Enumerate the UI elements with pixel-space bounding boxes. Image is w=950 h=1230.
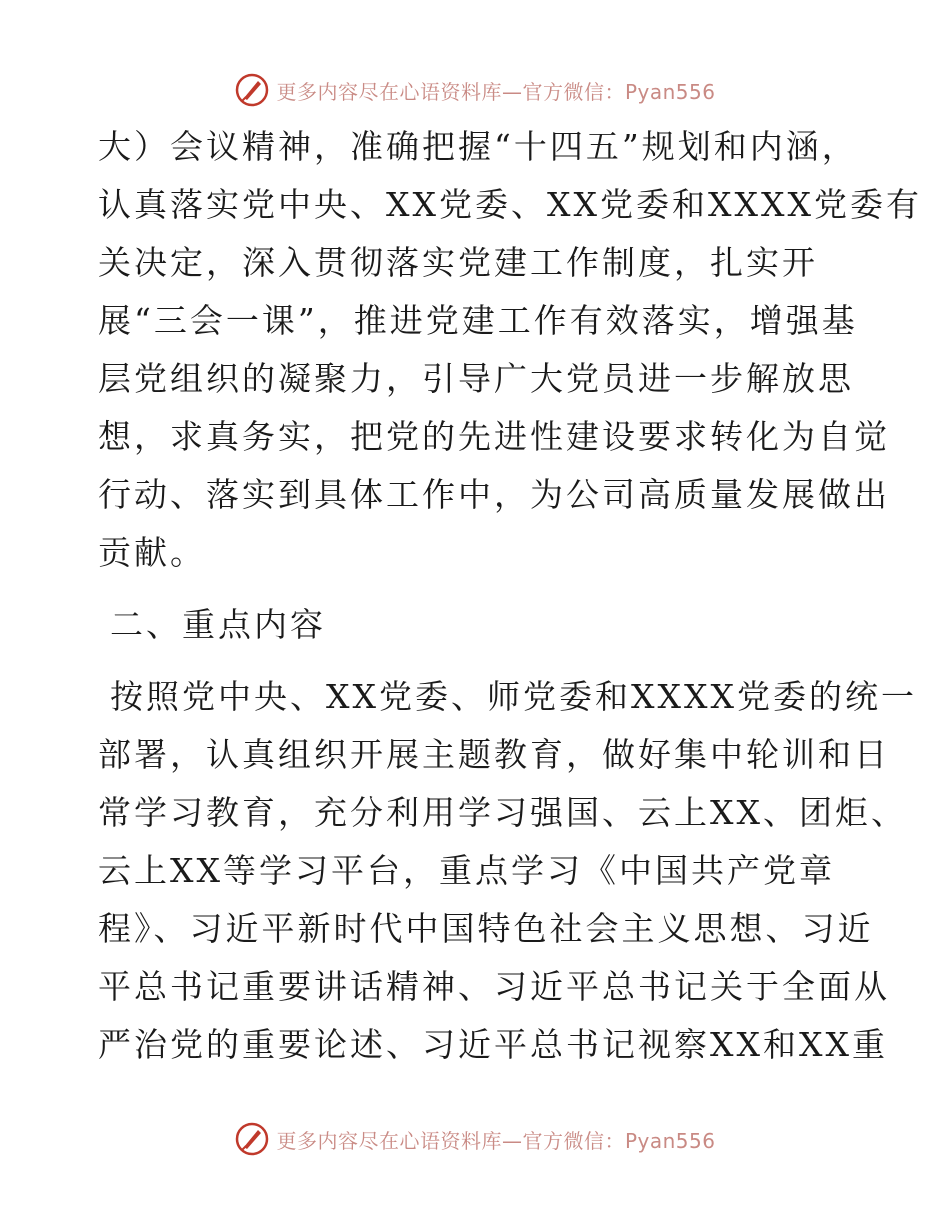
text-line: 严治党的重要论述、习近平总书记视察XX和XX重 — [98, 1025, 888, 1064]
quill-circle-icon — [234, 1121, 270, 1157]
text-line: 贡献。 — [98, 533, 206, 572]
document-body — [98, 118, 922, 1074]
watermark-text: 更多内容尽在心语资料库—官方微信：Pyan556 — [276, 79, 716, 104]
text-line: 大）会议精神，准确把握“十四五”规划和内涵， — [98, 127, 858, 166]
text-line: 部署，认真组织开展主题教育，做好集中轮训和日 — [98, 735, 890, 774]
header-watermark — [0, 68, 950, 112]
watermark-text: 更多内容尽在心语资料库—官方微信：Pyan556 — [276, 1128, 716, 1153]
paragraph — [98, 118, 922, 582]
text-line: 平总书记重要讲话精神、习近平总书记关于全面从 — [98, 967, 890, 1006]
quill-circle-icon — [234, 72, 270, 108]
text-line: 关决定，深入贯彻落实党建工作制度，扎实开 — [98, 243, 818, 282]
text-line: 行动、落实到具体工作中，为公司高质量发展做出 — [98, 475, 890, 514]
footer-watermark — [0, 1117, 950, 1161]
text-line: 云上XX等学习平台，重点学习《中国共产党章 — [98, 851, 835, 890]
text-line: 认真落实党中央、XX党委、XX党委和XXXX党委有 — [98, 185, 922, 224]
text-line: 程》、习近平新时代中国特色社会主义思想、习近 — [98, 909, 874, 948]
text-line: 想，求真务实，把党的先进性建设要求转化为自觉 — [98, 417, 890, 456]
text-line: 常学习教育，充分利用学习强国、云上XX、团炬、 — [98, 793, 907, 832]
paragraph — [98, 668, 917, 1074]
text-line: 层党组织的凝聚力，引导广大党员进一步解放思 — [98, 359, 854, 398]
text-line: 展“三会一课”，推进党建工作有效落实，增强基 — [98, 301, 858, 340]
text-line: 按照党中央、XX党委、师党委和XXXX党委的统一 — [110, 677, 917, 716]
section-heading: 二、重点内容 — [110, 605, 326, 644]
